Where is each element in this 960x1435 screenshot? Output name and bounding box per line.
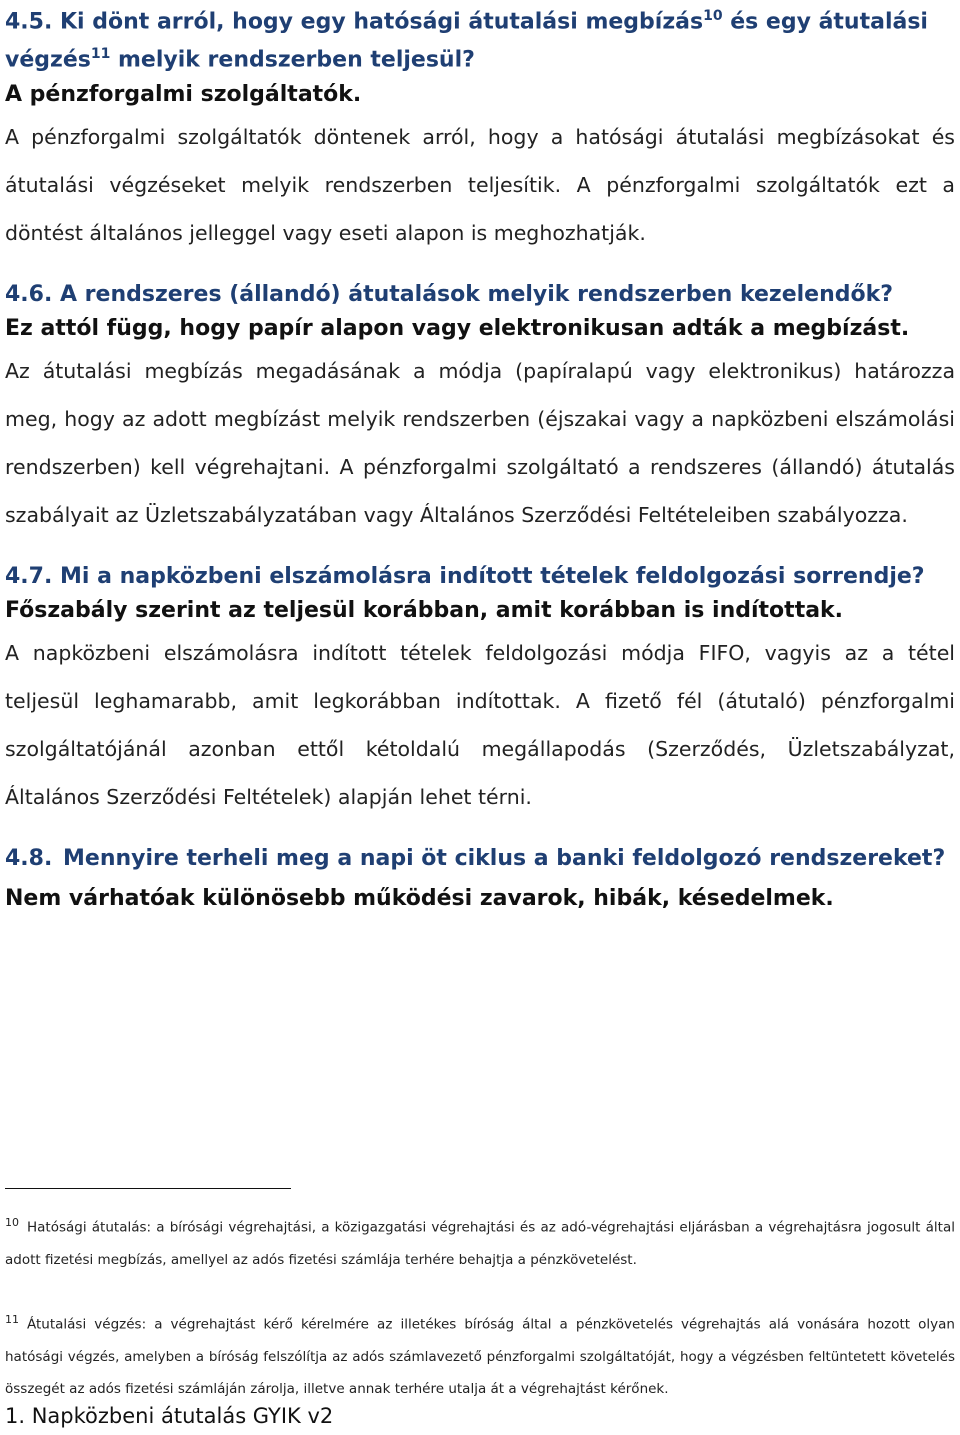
section-number: 4.8. [5,845,53,871]
footnote-11 [5,1304,955,1405]
section-4-8-answer: Nem várhatóak különösebb működési zavarok, hibák, késedelmek. [5,885,834,911]
document-page [5,0,955,917]
footnote-text: Hatósági átutalás: a bírósági végrehajtási, a közigazgatási végrehajtási és az adó-végrehajtási eljárásban a végrehajtásra jogosult által adott fizetési megbízás, amellyel az adós fizetési számlája terhére behajtja a pénzkövetelést. [5,1219,955,1268]
section-4-5-body: A pénzforgalmi szolgáltatók döntenek arról, hogy a hatósági átutalási megbízásokat és átutalási végzéseket melyik rendszerben teljesítik. A pénzforgalmi szolgáltatók ezt a döntést általános jelleggel vagy eseti alapon is meghozhatják. [5,124,955,245]
section-4-6-answer: Ez attól függ, hogy papír alapon vagy elektronikusan adták a megbízást. [5,315,910,341]
footnote-ref-10[interactable]: 10 [703,8,723,24]
section-4-5-answer: A pénzforgalmi szolgáltatók. [5,81,362,107]
footnote-mark: 11 [5,1313,19,1326]
heading-text: és egy átutalási végzés [5,9,928,73]
spacer [5,821,955,843]
footnote-mark: 10 [5,1216,19,1229]
section-4-7-body: A napközbeni elszámolásra indított tételek feldolgozási módja FIFO, vagyis az a tétel teljesül leghamarabb, amit legkorábban indítottak. A fizető fél (átutaló) pénzforgalmi szolgáltatójánál azonban ettől kétoldalú megállapodás (Szerződés, Üzletszabályzat, Általános Szerződési Feltételek) alapján lehet térni. [5,640,955,809]
page-footer: 1. Napközbeni átutalás GYIK v2 [5,1404,334,1428]
section-4-7-heading: 4.7. Mi a napközbeni elszámolásra indított tételek feldolgozási sorrendje? [5,563,925,589]
section-4-8-heading [5,843,955,875]
footnote-ref-11[interactable]: 11 [90,46,111,63]
spacer [5,257,955,279]
section-4-7-answer: Főszabály szerint az teljesül korábban, amit korábban is indítottak. [5,597,844,623]
section-title: Mennyire terheli meg a napi öt ciklus a banki feldolgozó rendszereket? [63,845,946,871]
heading-text: melyik rendszerben teljesül? [110,47,475,73]
footnote-separator [5,1188,291,1189]
section-4-6-body: Az átutalási megbízás megadásának a módja (papíralapú vagy elektronikus) határozza meg, hogy az adott megbízást melyik rendszerben (éjszakai vagy a napközbeni elszámolási rendszerben) kell végrehajtani. A pénzforgalmi szolgáltató a rendszeres (állandó) átutalás szabályait az Üzletszabályzatában vagy Általános Szerződési Feltételeiben szabályozza. [5,358,955,527]
footnote-10 [5,1207,955,1276]
spacer [5,539,955,561]
heading-text: 4.5. Ki dönt arról, hogy egy hatósági átutalási megbízás [5,9,704,35]
footnote-text: Átutalási végzés: a végrehajtást kérő kérelmére az illetékes bíróság által a pénzkövetelés végrehajtás alá vonására hozott olyan hatósági végzés, amelyben a bíróság felszólítja az adós számlavezető pénzforgalmi szolgáltatóját, hogy a végzésben feltüntetett követelés összegét az adós fizetési számláján zárolja, illetve annak terhére utalja át a végrehajtást kérőnek. [5,1316,955,1397]
section-4-5-heading [5,0,955,77]
section-4-6-heading: 4.6. A rendszeres (állandó) átutalások melyik rendszerben kezelendők? [5,281,894,307]
